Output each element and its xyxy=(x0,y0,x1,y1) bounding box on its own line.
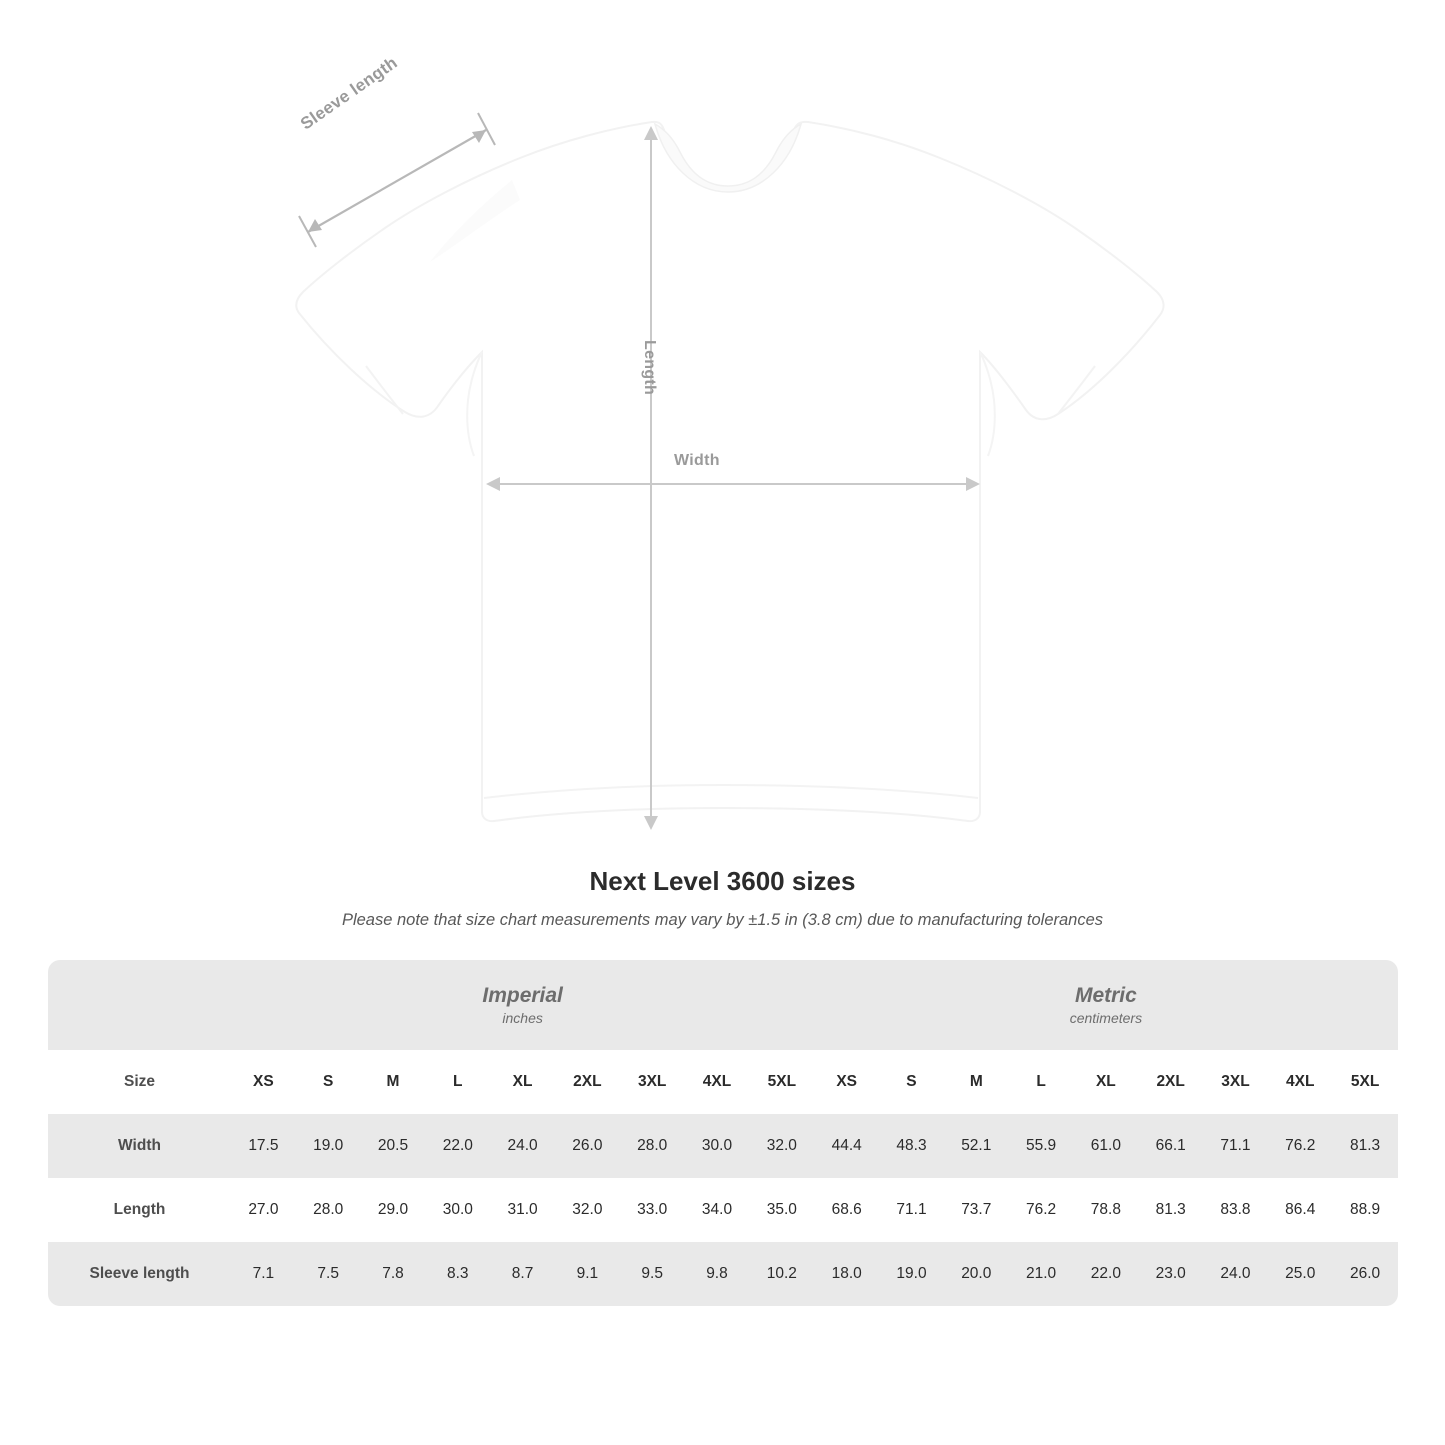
cell-length-imp-5xl: 35.0 xyxy=(749,1178,814,1242)
sleeve-length-label: Sleeve length xyxy=(297,52,401,134)
unit-name-metric: Metric xyxy=(1074,984,1137,1007)
cell-sleeve-imp-5xl: 10.2 xyxy=(749,1242,814,1306)
cell-length-met-xl: 78.8 xyxy=(1073,1178,1138,1242)
cell-sleeve-met-xl: 22.0 xyxy=(1073,1242,1138,1306)
cell-width-met-l: 55.9 xyxy=(1009,1114,1074,1178)
column-header-imp-xl: XL xyxy=(490,1050,555,1114)
column-header-met-xl: XL xyxy=(1073,1050,1138,1114)
unit-name-imperial: Imperial xyxy=(482,984,563,1007)
cell-sleeve-imp-2xl: 9.1 xyxy=(555,1242,620,1306)
cell-width-met-xl: 61.0 xyxy=(1073,1114,1138,1178)
cell-length-met-xs: 68.6 xyxy=(814,1178,879,1242)
column-header-imp-xs: XS xyxy=(231,1050,296,1114)
cell-length-met-5xl: 88.9 xyxy=(1333,1178,1398,1242)
cell-width-met-4xl: 76.2 xyxy=(1268,1114,1333,1178)
column-header-met-3xl: 3XL xyxy=(1203,1050,1268,1114)
unit-sub-imperial: inches xyxy=(502,1010,543,1027)
cell-sleeve-met-xs: 18.0 xyxy=(814,1242,879,1306)
cell-length-met-2xl: 81.3 xyxy=(1138,1178,1203,1242)
cell-length-imp-2xl: 32.0 xyxy=(555,1178,620,1242)
unit-header-spacer xyxy=(48,960,231,1050)
cell-sleeve-imp-m: 7.8 xyxy=(361,1242,426,1306)
cell-sleeve-met-s: 19.0 xyxy=(879,1242,944,1306)
cell-width-met-s: 48.3 xyxy=(879,1114,944,1178)
cell-width-met-2xl: 66.1 xyxy=(1138,1114,1203,1178)
cell-sleeve-imp-xs: 7.1 xyxy=(231,1242,296,1306)
row-header-sleeve-length: Sleeve length xyxy=(48,1242,231,1306)
column-header-imp-s: S xyxy=(296,1050,361,1114)
row-header-size: Size xyxy=(48,1050,231,1114)
column-header-imp-3xl: 3XL xyxy=(620,1050,685,1114)
cell-length-met-s: 71.1 xyxy=(879,1178,944,1242)
cell-width-imp-2xl: 26.0 xyxy=(555,1114,620,1178)
cell-length-met-l: 76.2 xyxy=(1009,1178,1074,1242)
cell-sleeve-met-2xl: 23.0 xyxy=(1138,1242,1203,1306)
cell-length-imp-xs: 27.0 xyxy=(231,1178,296,1242)
cell-sleeve-imp-xl: 8.7 xyxy=(490,1242,555,1306)
cell-length-imp-xl: 31.0 xyxy=(490,1178,555,1242)
page-title: Next Level 3600 sizes xyxy=(589,866,856,896)
cell-width-imp-xl: 24.0 xyxy=(490,1114,555,1178)
cell-width-imp-l: 22.0 xyxy=(425,1114,490,1178)
cell-sleeve-met-m: 20.0 xyxy=(944,1242,1009,1306)
cell-width-met-xs: 44.4 xyxy=(814,1114,879,1178)
cell-width-met-3xl: 71.1 xyxy=(1203,1114,1268,1178)
cell-length-met-3xl: 83.8 xyxy=(1203,1178,1268,1242)
row-header-width: Width xyxy=(48,1114,231,1178)
size-table xyxy=(48,960,1398,1306)
tolerance-note: Please note that size chart measurements may vary by ±1.5 in (3.8 cm) due to manufacturing tolerances xyxy=(341,911,1104,929)
column-header-imp-m: M xyxy=(361,1050,426,1114)
cell-sleeve-met-5xl: 26.0 xyxy=(1333,1242,1398,1306)
unit-header-imperial xyxy=(231,960,814,1050)
cell-length-imp-3xl: 33.0 xyxy=(620,1178,685,1242)
size-header-row xyxy=(48,1050,1398,1114)
table-row xyxy=(48,1178,1398,1242)
cell-sleeve-met-3xl: 24.0 xyxy=(1203,1242,1268,1306)
column-header-imp-5xl: 5XL xyxy=(749,1050,814,1114)
cell-length-imp-s: 28.0 xyxy=(296,1178,361,1242)
column-header-imp-l: L xyxy=(425,1050,490,1114)
cell-width-imp-4xl: 30.0 xyxy=(685,1114,750,1178)
row-header-length: Length xyxy=(48,1178,231,1242)
cell-width-imp-3xl: 28.0 xyxy=(620,1114,685,1178)
table-row xyxy=(48,1114,1398,1178)
cell-width-met-5xl: 81.3 xyxy=(1333,1114,1398,1178)
column-header-imp-2xl: 2XL xyxy=(555,1050,620,1114)
column-header-imp-4xl: 4XL xyxy=(685,1050,750,1114)
table-row xyxy=(48,1242,1398,1306)
column-header-met-xs: XS xyxy=(814,1050,879,1114)
column-header-met-l: L xyxy=(1009,1050,1074,1114)
width-label: Width xyxy=(674,452,720,469)
unit-sub-metric: centimeters xyxy=(1069,1010,1143,1027)
cell-sleeve-imp-l: 8.3 xyxy=(425,1242,490,1306)
unit-header-metric xyxy=(814,960,1397,1050)
cell-length-imp-m: 29.0 xyxy=(361,1178,426,1242)
title-block xyxy=(0,866,1445,930)
cell-sleeve-met-4xl: 25.0 xyxy=(1268,1242,1333,1306)
column-header-met-4xl: 4XL xyxy=(1268,1050,1333,1114)
column-header-met-m: M xyxy=(944,1050,1009,1114)
cell-width-imp-s: 19.0 xyxy=(296,1114,361,1178)
cell-sleeve-imp-s: 7.5 xyxy=(296,1242,361,1306)
cell-width-imp-m: 20.5 xyxy=(361,1114,426,1178)
cell-sleeve-imp-4xl: 9.8 xyxy=(685,1242,750,1306)
size-table-wrapper xyxy=(48,960,1397,1306)
column-header-met-5xl: 5XL xyxy=(1333,1050,1398,1114)
cell-sleeve-imp-3xl: 9.5 xyxy=(620,1242,685,1306)
unit-header-row xyxy=(48,960,1398,1050)
cell-length-met-m: 73.7 xyxy=(944,1178,1009,1242)
cell-width-met-m: 52.1 xyxy=(944,1114,1009,1178)
cell-length-imp-l: 30.0 xyxy=(425,1178,490,1242)
cell-length-imp-4xl: 34.0 xyxy=(685,1178,750,1242)
column-header-met-2xl: 2XL xyxy=(1138,1050,1203,1114)
column-header-met-s: S xyxy=(879,1050,944,1114)
cell-sleeve-met-l: 21.0 xyxy=(1009,1242,1074,1306)
length-label: Length xyxy=(641,340,658,396)
cell-length-met-4xl: 86.4 xyxy=(1268,1178,1333,1242)
cell-width-imp-5xl: 32.0 xyxy=(749,1114,814,1178)
cell-width-imp-xs: 17.5 xyxy=(231,1114,296,1178)
